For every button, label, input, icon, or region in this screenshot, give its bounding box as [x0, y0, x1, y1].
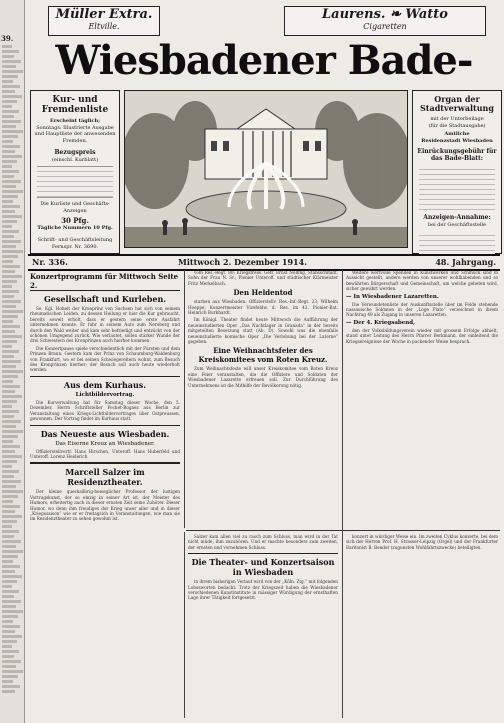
gutter-line	[2, 75, 18, 78]
gutter-line	[2, 495, 18, 498]
left-box-line-4: Fremden.	[62, 137, 88, 144]
gutter-line	[2, 390, 15, 393]
gutter-line	[2, 600, 21, 603]
gutter-line	[2, 595, 14, 598]
gutter-line	[2, 325, 20, 328]
gutter-line	[2, 480, 21, 483]
stadtverwaltung-box	[412, 90, 502, 254]
gutter-line	[2, 260, 13, 263]
right-box-line-6: das Bade-Blatt:	[430, 154, 483, 162]
gutter-line	[2, 230, 19, 233]
gutter-line	[2, 435, 18, 438]
left-box-title-1: Kur- und	[52, 95, 98, 105]
section-rule	[30, 425, 180, 426]
gutter-line	[2, 50, 19, 53]
gutter-line	[2, 500, 13, 503]
gutter-line	[2, 430, 23, 433]
gutter-line	[2, 545, 16, 548]
left-box-title-2: Fremdenliste	[41, 105, 109, 115]
kurhaus-illustration	[124, 90, 408, 248]
paragraph-kriegsabend: den der Volksbildungsverein wieder mit grossem Erfolge abhielt, stand unter Leitung des Herrn Pfarrer Berkmann, der einleitend die Kriegsereignisse der Woche in packender Weise besprach.	[346, 327, 498, 344]
gutter-line	[2, 575, 22, 578]
gutter-line	[2, 365, 16, 368]
gutter-line	[2, 685, 20, 688]
gutter-line	[2, 635, 22, 638]
paragraph-theatersaison: in ihrem bisherigen Verlauf wird von der „Köln. Ztg.“ mit folgenden Lobesworten bedacht: Trotz der Kriegszeit haben die Wiesbadener verschiedenen Kunstinstitute in mässiger Würdigung der ernsthaften Lage ihrer Tätigkeit fortgesetzt.	[188, 579, 338, 601]
gutter-line	[2, 340, 17, 343]
left-box-phone: Fernspr. Nr. 3690.	[51, 243, 99, 250]
paragraph-salzer: Der kleine quecksilbrig-beweglicher Professor der lustigen Vortragskunst, der so einzig in seiner Art ist, der Meister des Humors, erheitertig auch in dieser ernsten Zeit seine Zuhörer. Dieser Humor, wo denn ihm freudiges der Krieg unser aller und in dieser „Kriegssaison“ wie er er freitagsich in Veranstaltungen, wie man sie im Residenztheater zu sehen gewohnt ist.	[30, 489, 180, 522]
left-box-line-2: Sonntags: Illustrierte Ausgabe	[36, 124, 114, 131]
gutter-line	[2, 65, 16, 68]
gutter-line	[2, 315, 18, 318]
column-divider-1	[184, 270, 185, 528]
column-1	[30, 270, 180, 720]
gutter-line	[2, 465, 12, 468]
issue-date: Mittwoch 2. Dezember 1914.	[178, 257, 307, 267]
ad-mueller-extra	[48, 6, 160, 36]
paragraph-konzert: konzert in würdiger Weise ein. Im zweiten Cyklus konzerte, bei dem sich der Herren Prof. H. Strasser-Leipzig (Orgel) und der Frankfurter Baritonist B. Bender (zugunsten Wohlfahrtszwecke) beteiligten.	[346, 534, 498, 550]
gutter-line	[2, 655, 14, 658]
gutter-line	[2, 285, 12, 288]
paragraph-lazarette: Die Verwundetenliste der Auskunftsstelle über im Felde stehende nassauische Soldaten in der „Loge Plato“ verzeichnet in ihrem Nachtrag 49 als Zugang in unseren Lazaretten.	[346, 301, 498, 318]
column-3	[346, 270, 498, 528]
gutter-line	[2, 560, 13, 563]
gutter-line	[2, 310, 23, 313]
gutter-line	[2, 305, 16, 308]
gutter-line	[2, 175, 14, 178]
heading-kurhaus: Aus dem Kurhaus.	[63, 379, 147, 390]
right-box-line-5: Einrückungsgebühr für	[417, 148, 497, 155]
gutter-line	[2, 530, 19, 533]
gutter-line	[2, 45, 12, 48]
paragraph-gesellschaft-1: Se. Kgl. Hoheit der Kronprinz von Sachsen hat sich von seinem rheumatischen Leiden, zu dessen Heilung er hier die Kur gebraucht, bereits soweit erholt, dass er gestern seine erste Ausfahrt unternehmen konnte. Er fuhr in seinem Auto zum Neroberg und durch den Wald weiter und kam sehr befriedigt und entzückt von der schönen Umgegend zurück. Wie verlautet, sollen stärker Wunde der drei Schwestern des Kronprinzen auch hierher kommen.	[30, 306, 180, 344]
gutter-line	[2, 320, 13, 323]
paragraph-heldentod: starben aus Wiesbaden: Offizierstellv. Res.-Inf.-Regt. 23; Wilhelm Hoeppe, Konzertmeister Vizefeldw. d. Res. im 43. Pionier-Bat. Heinrich Burkhardt.	[188, 299, 338, 316]
gutter-line	[2, 60, 21, 63]
gutter-line	[2, 155, 22, 158]
left-box-line-1: Erscheint täglich;	[49, 118, 101, 124]
section-rule	[30, 376, 180, 377]
gutter-line	[2, 380, 13, 383]
paragraph-weihnachtsfeier: Zum Weihnachtsfeste will unser Kreiskomitee vom Roten Kreuz eine Feier veranstalten, die die Offiziere und Soldaten der Wiesbadener Lazarette erfreuen soll. Zur Durchführung des Unternehmens ist die Mithilfe der Bevölkerung nötig.	[188, 366, 338, 388]
right-box-anzeigen: Anzeigen-Annahme:	[423, 214, 491, 221]
lower-section-rule	[186, 530, 500, 531]
gutter-line	[2, 90, 15, 93]
gutter-line	[2, 440, 13, 443]
gutter-line	[2, 400, 17, 403]
ad-laurens-title: Laurens. ❧ Watto	[322, 7, 448, 22]
kurhaus-drawing	[125, 91, 407, 247]
subheading-lichtbild: Lichtbildervortrag.	[75, 391, 135, 398]
right-box-title-1: Organ der	[434, 94, 480, 104]
gutter-line	[2, 520, 17, 523]
gutter-line	[2, 185, 16, 188]
heading-gesellschaft: Gesellschaft und Kurleben.	[43, 294, 167, 304]
issue-year: 48. Jahrgang.	[435, 257, 496, 267]
paragraph-neueste: Offizierstellvertr. Hans Hirschen, Unteroff. Hans Huberfeld und Unteroff. Lorenz Heiderich	[30, 448, 180, 459]
gutter-line	[2, 210, 15, 213]
gutter-line	[2, 580, 17, 583]
subheading-eiserne-kreuz: Das Eiserne Kreuz an Wiesbadener.	[55, 440, 155, 447]
gutter-line	[2, 585, 12, 588]
gutter-line	[2, 170, 19, 173]
gutter-line	[2, 455, 22, 458]
gutter-line	[2, 205, 20, 208]
gutter-line	[2, 660, 21, 663]
left-box-daily-price: Tägliche Nummern 10 Pfg.	[37, 224, 113, 231]
gutter-line	[2, 180, 21, 183]
gutter-line	[2, 235, 14, 238]
gutter-line	[2, 535, 14, 538]
gutter-line	[2, 410, 19, 413]
gutter-line	[2, 220, 17, 223]
gutter-line	[2, 290, 19, 293]
gutter-line	[2, 300, 21, 303]
front-page	[28, 0, 500, 723]
column-3-lower	[346, 534, 498, 720]
gutter-line	[2, 610, 23, 613]
gutter-line	[2, 80, 13, 83]
gutter-line	[2, 645, 12, 648]
gutter-line	[2, 100, 17, 103]
gutter-line	[2, 95, 22, 98]
gutter-line	[2, 255, 18, 258]
gutter-line	[2, 450, 15, 453]
left-box-bezugspreis: Bezugspreis	[54, 149, 96, 156]
gutter-line	[2, 240, 21, 243]
gutter-line	[2, 625, 20, 628]
gutter-text	[0, 45, 24, 693]
price-table	[37, 166, 113, 198]
right-box-line-3: Amtliche	[444, 131, 470, 137]
gutter-line	[2, 190, 23, 193]
rate-text-block	[419, 165, 495, 211]
gutter-line	[2, 515, 22, 518]
ad-laurens-subtitle: Cigaretten	[363, 22, 407, 31]
gutter-line	[2, 145, 20, 148]
gutter-line	[2, 200, 13, 203]
gutter-line	[2, 550, 23, 553]
gutter-line	[2, 485, 16, 488]
gutter-line	[2, 125, 16, 128]
column-divider-3	[184, 532, 185, 718]
gutter-line	[2, 165, 12, 168]
gutter-line	[2, 110, 19, 113]
heading-theatersaison: Die Theater- und Konzertsaison in Wiesbaden	[191, 557, 335, 578]
paragraph-theater: Im Königl. Theater findet heute Mittwoch die Aufführung der neueinstudierten Oper „Das Nachtlager in Granada“ in der bereits mitgeteilten Besetzung statt (Ab. D). Sowohl was die ebenfalls neueinstudierte komische Oper „Die Verlobung bei der Laterne“ gegeben.	[188, 317, 338, 345]
right-box-line-4: Residenzstadt Wiesbaden	[421, 137, 493, 144]
gutter-line	[2, 620, 13, 623]
gutter-line	[2, 510, 15, 513]
column-2	[188, 270, 338, 528]
kur-fremdenliste-box	[30, 90, 120, 254]
gutter-line	[2, 505, 20, 508]
paragraph-col3-1: Weitere wertvolle Spenden in Kunstwerken und Schmuck sind in Aussicht gestellt, andere werden von unserer wohlhabenden und so bewährten Bürgerschaft und Gemeinschaft, um welche gebeten wird, sicher gewährt werden.	[346, 270, 498, 292]
gutter-line	[2, 445, 20, 448]
right-box-line-2: (für die Stadtausgabe)	[428, 122, 486, 129]
paragraph-salzer-end: Salzer kam allen viel zu rasch zum Schluss, man wird in der Tat nicht müde, ihm zuzuhören. Und er machte besonders zum zweiten, der ernsten und vornehmen Schluss.	[188, 534, 338, 550]
gutter-line	[2, 385, 20, 388]
section-rule	[188, 553, 338, 554]
right-box-line-1: mit der Unterbeilage	[430, 116, 484, 122]
left-box-office: Schrift- und Geschäftsleitung	[37, 237, 113, 243]
gutter-line	[2, 425, 16, 428]
gutter-line	[2, 605, 16, 608]
gutter-line	[2, 215, 22, 218]
heading-lazarette: — In Wiesbadener Lazaretten.	[346, 293, 439, 300]
gutter-line	[2, 250, 23, 253]
gutter-line	[2, 355, 14, 358]
gutter-line	[2, 680, 13, 683]
section-rule	[30, 462, 180, 464]
gutter-line	[2, 225, 12, 228]
ad-mueller-subtitle: Eltville.	[88, 22, 120, 31]
gutter-line	[2, 470, 19, 473]
right-box-anzeigen-note: bei der Geschäftsstelle	[427, 221, 487, 228]
issue-number: Nr. 336.	[32, 257, 68, 267]
gutter-line	[2, 140, 13, 143]
gutter-line	[2, 275, 22, 278]
gutter-line	[2, 565, 20, 568]
gutter-number: 39.	[1, 34, 14, 43]
gutter-line	[2, 265, 20, 268]
gutter-line	[2, 270, 15, 273]
gutter-line	[2, 415, 14, 418]
left-box-note: Die Kurliste und Geschäfts-Anzeigen	[40, 201, 110, 214]
gutter-line	[2, 130, 23, 133]
gutter-line	[2, 460, 17, 463]
gutter-line	[2, 195, 18, 198]
paragraph-gesellschaft-2: Die Konzertpause spiele verschiedentlich mit der Fürsten und dem Prinzen Braun. Gestern kam der Prinz von Schaumburg-Waldenburg von Frankfurt, wo er bei seinen Schwiegereltern wohnt, zum Besuch des Kronprinzen hierher; der Besuch soll auch heute wiederholt werden.	[30, 345, 180, 373]
left-box-line-3: und Hauptliste der anwesenden	[34, 131, 116, 137]
gutter-line	[2, 360, 21, 363]
gutter-line	[2, 665, 16, 668]
left-box-price: 30 Pfg.	[61, 216, 89, 225]
gutter-line	[2, 245, 16, 248]
gutter-line	[2, 640, 17, 643]
gutter-line	[2, 330, 15, 333]
left-box-bezugspreis-note: (einschl. Kurblatt)	[51, 156, 99, 163]
ad-mueller-title: Müller Extra.	[55, 7, 153, 22]
gutter-line	[2, 525, 12, 528]
gutter-line	[2, 590, 19, 593]
gutter-line	[2, 120, 21, 123]
gutter-line	[2, 345, 12, 348]
gutter-line	[2, 395, 22, 398]
column-2-lower	[188, 534, 338, 720]
gutter-line	[2, 55, 14, 58]
gutter-line	[2, 555, 18, 558]
heading-weihnachtsfeier: Eine Weihnachtsfeier des Kreiskomitees vom Roten Kreuz.	[198, 346, 328, 365]
gutter-line	[2, 420, 21, 423]
heading-kriegsabend: — Der 4. Kriegsabend,	[346, 319, 416, 326]
heading-salzer: Marcell Salzer im Residenztheater.	[65, 467, 145, 488]
paragraph-col2-1: vom Res.-Regt. 80; Kriegsfreiw. Gefr. Ernst Nölling, Stabsschmidt, Sohn der Frau N. Sr.; Pionier Unteroff. und städtischer Klärmeister Fritz Merkelbach.	[188, 270, 338, 286]
gutter-line	[2, 405, 12, 408]
gutter-line	[2, 150, 15, 153]
gutter-line	[2, 690, 15, 693]
gutter-line	[2, 85, 20, 88]
adjacent-page-strip	[0, 0, 25, 723]
gutter-line	[2, 670, 23, 673]
gutter-line	[2, 350, 19, 353]
gutter-line	[2, 490, 23, 493]
gutter-line	[2, 650, 19, 653]
gutter-line	[2, 105, 12, 108]
ad-laurens-watto	[284, 6, 486, 36]
gutter-line	[2, 475, 14, 478]
masthead-title: Wiesbadener Bade-	[55, 37, 473, 84]
gutter-line	[2, 295, 14, 298]
gutter-line	[2, 70, 23, 73]
gutter-line	[2, 630, 15, 633]
gutter-line	[2, 160, 17, 163]
gutter-line	[2, 540, 21, 543]
gutter-line	[2, 280, 17, 283]
gutter-line	[2, 375, 18, 378]
gutter-line	[2, 370, 23, 373]
dateline-bar	[28, 254, 500, 271]
gutter-line	[2, 115, 14, 118]
heading-neueste: Das Neueste aus Wiesbaden.	[40, 428, 170, 439]
gutter-line	[2, 135, 18, 138]
gutter-line	[2, 570, 15, 573]
heading-heldentod: Den Heldentod	[233, 288, 293, 298]
gutter-line	[2, 335, 22, 338]
gutter-line	[2, 675, 18, 678]
gutter-line	[2, 615, 18, 618]
concert-program-heading: Konzertprogramm für Mittwoch Seite 2.	[30, 272, 179, 290]
column-divider-2	[342, 270, 343, 718]
right-box-title-2: Stadtverwaltung	[420, 103, 494, 113]
paragraph-kurhaus: Die Kurverwaltung hat für Samstag dieser Woche, den 5. Dezember, Herrn Schriftsteller Fochet-Rogaez aus Berlin zur Veranstaltung eines Kriegs-Lichtbildervortrages über Ostpreussen, gewonnen. Der Vortrag findet im Kurhaus statt.	[30, 399, 180, 422]
